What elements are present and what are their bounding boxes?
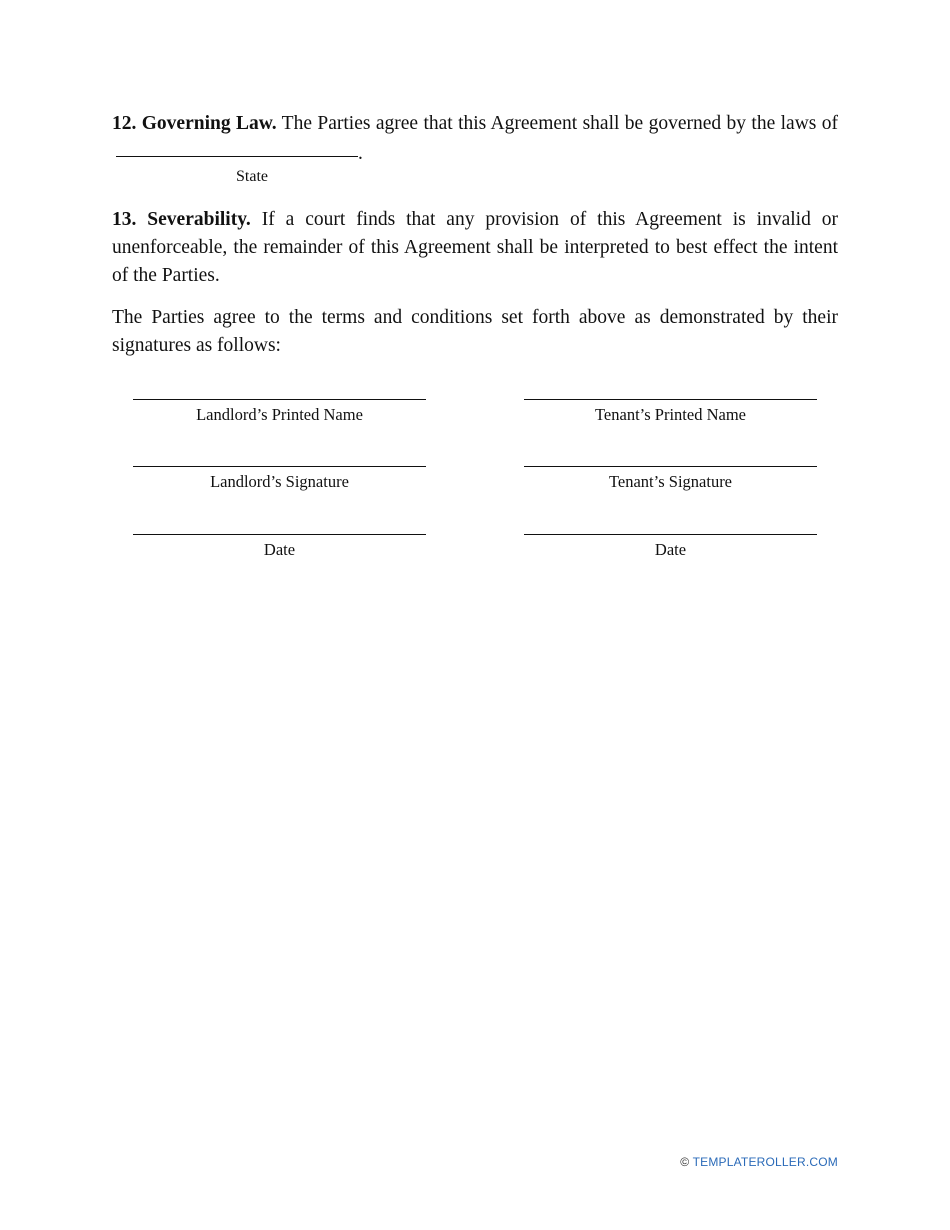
signature-label: Date: [654, 540, 687, 559]
agreement-statement: The Parties agree to the terms and conditions set forth above as demonstrated by their signatures as follows:: [112, 307, 838, 356]
section-heading: 13. Severability.: [112, 209, 251, 230]
signature-line[interactable]: [524, 399, 817, 400]
section-end: .: [358, 143, 363, 164]
copyright-icon: ©: [680, 1155, 690, 1169]
state-blank-line[interactable]: [116, 136, 358, 157]
footer-copyright: [680, 1155, 838, 1169]
landlord-printed-name-field: [133, 399, 426, 425]
state-caption: State: [236, 168, 268, 185]
signature-label: Tenant’s Printed Name: [595, 405, 746, 424]
tenant-printed-name-field: [524, 399, 817, 425]
signature-line[interactable]: [133, 466, 426, 467]
section-governing-law: [112, 110, 838, 168]
templateroller-link[interactable]: TEMPLATEROLLER.COM: [692, 1155, 838, 1169]
tenant-signature-field: [524, 466, 817, 492]
section-severability: [112, 206, 838, 290]
signature-line[interactable]: [133, 534, 426, 535]
section-text: The Parties agree that this Agreement shall be governed by the laws of: [276, 113, 839, 134]
landlord-date-field: [133, 534, 426, 560]
section-text: If a court finds that any provision of this Agreement is invalid or unenforceable, the remainder of this Agreement shall be interpreted to best effect the intent of the Parties.: [112, 209, 838, 286]
signature-label: Landlord’s Printed Name: [196, 405, 363, 424]
signature-label: Tenant’s Signature: [608, 472, 733, 491]
signature-label: Date: [263, 540, 296, 559]
signature-label: Landlord’s Signature: [210, 472, 349, 491]
landlord-signature-field: [133, 466, 426, 492]
section-heading: 12. Governing Law.: [112, 113, 277, 134]
signature-line[interactable]: [524, 466, 817, 467]
signature-line[interactable]: [524, 534, 817, 535]
signature-line[interactable]: [133, 399, 426, 400]
tenant-date-field: [524, 534, 817, 560]
